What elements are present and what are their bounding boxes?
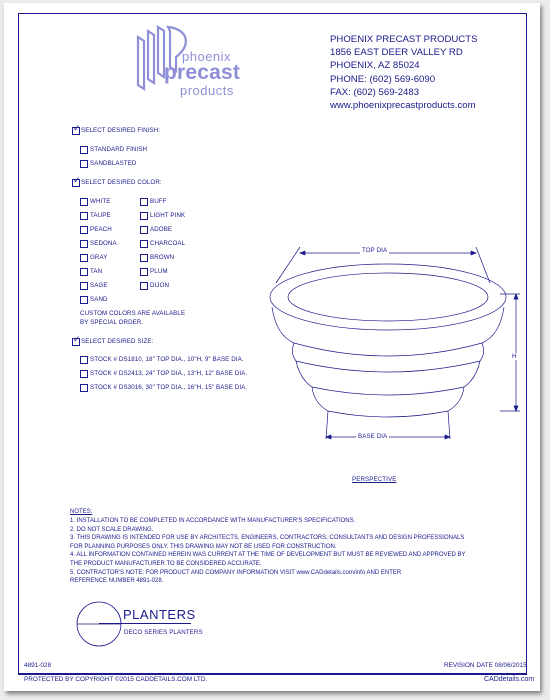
color-buff-checkbox[interactable]: [140, 198, 148, 206]
company-city: PHOENIX, AZ 85024: [330, 60, 420, 72]
color-buff-label: BUFF: [150, 198, 167, 205]
title-circle-icon: [74, 599, 124, 649]
note-line: REFERENCE NUMBER 4891-028.: [70, 578, 164, 585]
logo-word-products: products: [180, 83, 234, 98]
caddetails-link[interactable]: CADdetails.com: [484, 676, 535, 683]
color-brown-checkbox[interactable]: [140, 254, 148, 262]
color-sage-label: SAGE: [90, 282, 108, 289]
size-ds3016-checkbox[interactable]: [80, 384, 88, 392]
color-plum-checkbox[interactable]: [140, 268, 148, 276]
finish-sandblasted-checkbox[interactable]: [80, 160, 88, 168]
note-line: THE PRODUCT MANUFACTURER TO BE CONSIDERED ACCURATE.: [70, 560, 262, 567]
size-ds1810-checkbox[interactable]: [80, 356, 88, 364]
color-white-checkbox[interactable]: [80, 198, 88, 206]
color-sand-checkbox[interactable]: [80, 296, 88, 304]
color-adobe-checkbox[interactable]: [140, 226, 148, 234]
base-dia-label: BASE DIA: [358, 433, 388, 440]
title-underline: [99, 623, 191, 624]
note-line: 1. INSTALLATION TO BE COMPLETED IN ACCORDANCE WITH MANUFACTURER'S SPECIFICATIONS.: [70, 518, 356, 524]
finish-standard-checkbox[interactable]: [80, 146, 88, 154]
color-peach-checkbox[interactable]: [80, 226, 88, 234]
footer-divider: [18, 673, 526, 674]
logo-word-precast: precast: [164, 61, 241, 84]
color-heading: SELECT DESIRED COLOR:: [81, 179, 162, 186]
copyright-text: PROTECTED BY COPYRIGHT ©2015 CADDETAILS.COM LTD.: [24, 676, 208, 683]
color-dijon-label: DIJON: [150, 282, 170, 289]
company-fax: FAX: (602) 569-2483: [330, 86, 420, 98]
color-sedona-checkbox[interactable]: [80, 240, 88, 248]
color-peach-label: PEACH: [90, 226, 112, 233]
size-ds2413-checkbox[interactable]: [80, 370, 88, 378]
size-section-checkbox[interactable]: [72, 338, 80, 346]
color-sedona-label: SEDONA: [90, 240, 117, 247]
height-label: H: [512, 353, 517, 360]
color-section-checkbox[interactable]: [72, 179, 80, 187]
size-ds3016-label: STOCK # DS3016, 30" TOP DIA., 16"H, 15" BASE DIA.: [90, 384, 248, 391]
revision-date: REVISION DATE 08/06/2015: [444, 662, 527, 669]
finish-heading: SELECT DESIRED FINISH:: [81, 127, 161, 134]
note-line: 3. THIS DRAWING IS INTENDED FOR USE BY ARCHITECTS, ENGINEERS, CONTRACTORS, CONSULTANTS AND DESIGN PROFESSIONALS: [70, 535, 465, 542]
size-ds1810-label: STOCK # DS1810, 18" TOP DIA., 10"H, 9" BASE DIA.: [90, 356, 244, 363]
title-planters: PLANTERS: [123, 607, 196, 622]
color-taupe-checkbox[interactable]: [80, 212, 88, 220]
note-line: FOR PLANNING PURPOSES ONLY. THIS DRAWING MAY NOT BE USED FOR CONSTRUCTION.: [70, 543, 337, 550]
finish-section-checkbox[interactable]: [72, 127, 80, 135]
note-line: 5. CONTRACTOR'S NOTE: FOR PRODUCT AND COMPANY INFORMATION VISIT www.CADdetails.com/info AND ENTER: [70, 569, 402, 576]
color-charcoal-checkbox[interactable]: [140, 240, 148, 248]
company-address: 1856 EAST DEER VALLEY RD: [330, 47, 463, 59]
custom-colors-note-line2: BY SPECIAL ORDER.: [80, 319, 144, 326]
color-sand-label: SAND: [90, 296, 108, 303]
planter-perspective-drawing: [254, 239, 524, 449]
color-dijon-checkbox[interactable]: [140, 282, 148, 290]
perspective-label: PERSPECTIVE: [352, 476, 397, 483]
color-tan-checkbox[interactable]: [80, 268, 88, 276]
drawing-sheet: [4, 3, 540, 691]
company-info: [330, 33, 478, 112]
color-taupe-label: TAUPE: [90, 212, 111, 219]
company-name: PHOENIX PRECAST PRODUCTS: [330, 34, 478, 45]
size-ds2413-label: STOCK # DS2413, 24" TOP DIA., 13"H, 12" BASE DIA.: [90, 370, 248, 377]
color-plum-label: PLUM: [150, 268, 168, 275]
color-gray-label: GRAY: [90, 254, 108, 261]
note-line: 2. DO NOT SCALE DRAWING.: [70, 526, 154, 533]
logo-word-phoenix: phoenix: [182, 49, 232, 64]
color-white-label: WHITE: [90, 198, 111, 205]
reference-number: 4891-028: [24, 662, 52, 669]
color-light-pink-checkbox[interactable]: [140, 212, 148, 220]
top-dia-label: TOP DIA: [362, 247, 388, 254]
title-subtitle: DECO SERIES PLANTERS: [124, 629, 203, 636]
color-charcoal-label: CHARCOAL: [150, 240, 186, 247]
notes-list: [70, 517, 466, 586]
finish-sandblasted-label: SANDBLASTED: [90, 160, 137, 167]
color-gray-checkbox[interactable]: [80, 254, 88, 262]
company-phone: PHONE: (602) 569-6090: [330, 73, 436, 85]
color-adobe-label: ADOBE: [150, 226, 173, 233]
finish-standard-label: STANDARD FINISH: [90, 146, 148, 153]
custom-colors-note-line1: CUSTOM COLORS ARE AVAILABLE: [80, 310, 186, 317]
notes-heading: NOTES:: [70, 509, 93, 515]
color-brown-label: BROWN: [150, 254, 175, 261]
color-tan-label: TAN: [90, 268, 103, 275]
note-line: 4. ALL INFORMATION CONTAINED HEREIN WAS CURRENT AT THE TIME OF DEVELOPMENT BUT MUST BE REVIEWED AND APPROVED BY: [70, 552, 466, 559]
company-website: www.phoenixprecastproducts.com: [330, 100, 476, 112]
size-heading: SELECT DESIRED SIZE:: [81, 338, 154, 345]
color-light-pink-label: LIGHT PINK: [150, 212, 186, 219]
color-sage-checkbox[interactable]: [80, 282, 88, 290]
